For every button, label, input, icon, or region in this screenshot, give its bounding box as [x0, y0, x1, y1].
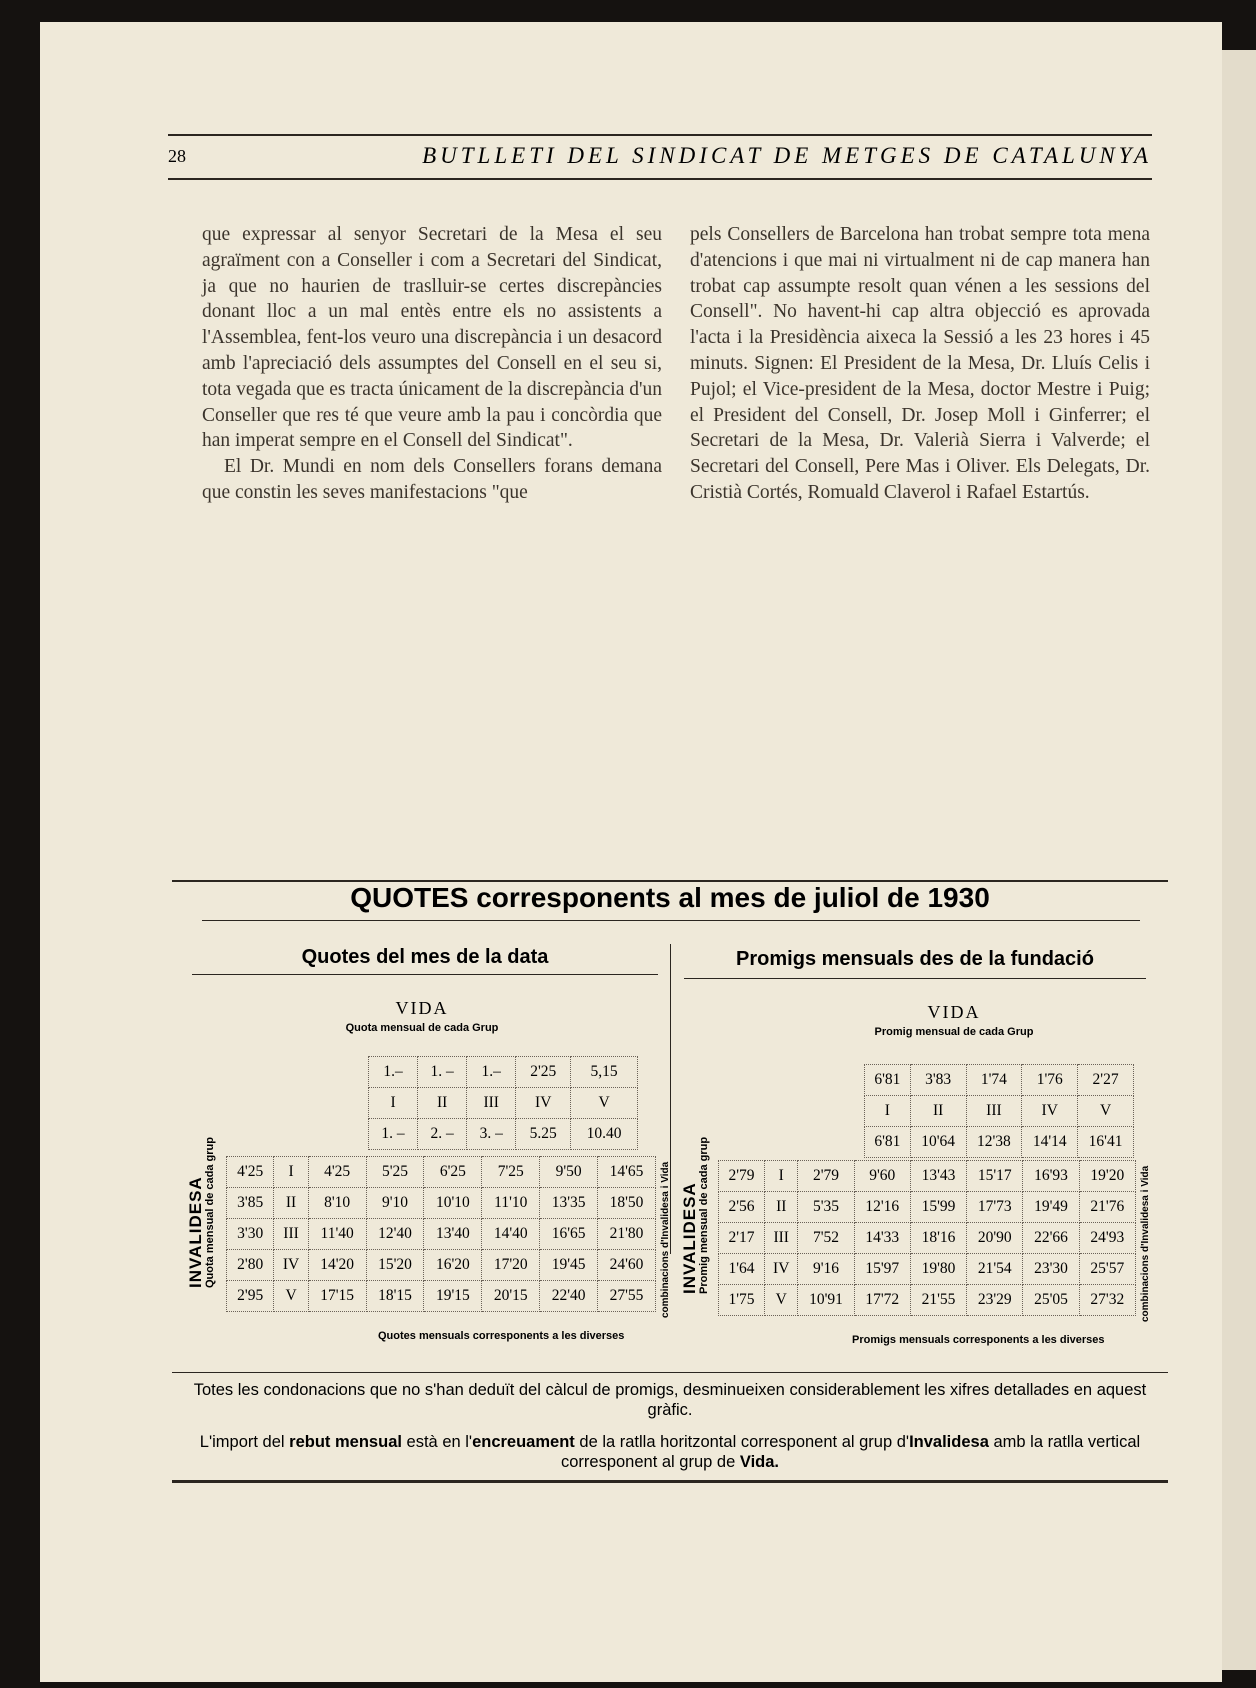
left-vida-table: [368, 1056, 638, 1150]
cell: 23'29: [967, 1285, 1023, 1316]
quotes-title: QUOTES corresponents al mes de juliol de 1930: [350, 882, 990, 913]
table-row: [227, 1188, 656, 1219]
group-label: III: [966, 1096, 1022, 1127]
table-row: [719, 1192, 1136, 1223]
right-vida-row-1: [865, 1065, 1134, 1096]
cell: 12'16: [854, 1192, 910, 1223]
inv-group: II: [765, 1192, 798, 1223]
cell: 1. –: [369, 1119, 418, 1150]
inv-group: I: [274, 1157, 308, 1188]
cell: 14'65: [598, 1157, 656, 1188]
cell: 19'15: [424, 1281, 482, 1312]
cell: 10.40: [571, 1119, 638, 1150]
group-label: II: [910, 1096, 966, 1127]
inv-value: 1'64: [719, 1254, 765, 1285]
right-bottom-label: Promigs mensuals corresponents a les diverses: [852, 1334, 1105, 1346]
left-main-table: [226, 1156, 656, 1312]
cell: 2'79: [798, 1161, 854, 1192]
cell: 17'72: [854, 1285, 910, 1316]
inv-group: III: [274, 1219, 308, 1250]
right-vida-sub: Promig mensual de cada Grup: [874, 1026, 1034, 1038]
left-column: [202, 222, 662, 506]
inv-value: 4'25: [227, 1157, 274, 1188]
cell: 16'41: [1078, 1127, 1134, 1158]
group-label: IV: [516, 1088, 571, 1119]
right-invalidesa-label: INVALIDESA: [680, 1182, 699, 1294]
cell: 12'38: [966, 1127, 1022, 1158]
cell: 14'33: [854, 1223, 910, 1254]
cell: 10'64: [910, 1127, 966, 1158]
page-edge: [1222, 50, 1256, 1670]
right-vida-label: VIDA: [927, 1002, 981, 1022]
header-rule-bottom: [168, 178, 1152, 180]
right-vida-row-3: [865, 1127, 1134, 1158]
table-row: [719, 1223, 1136, 1254]
left-heading-rule: [192, 974, 658, 975]
group-label: III: [467, 1088, 516, 1119]
cell: 2. –: [418, 1119, 467, 1150]
inv-group: V: [765, 1285, 798, 1316]
running-head: [168, 141, 1152, 171]
inv-group: V: [274, 1281, 308, 1312]
cell: 7'25: [482, 1157, 540, 1188]
right-heading-rule: [684, 978, 1146, 979]
table-row: [719, 1254, 1136, 1285]
cell: 20'15: [482, 1281, 540, 1312]
inv-value: 1'75: [719, 1285, 765, 1316]
cell: 5'25: [366, 1157, 424, 1188]
cell: 17'20: [482, 1250, 540, 1281]
left-vida-row-3: [369, 1119, 638, 1150]
quotes-rule-notes: [172, 1372, 1168, 1373]
right-column: [690, 222, 1150, 506]
left-invalidesa-label: INVALIDESA: [186, 1176, 205, 1288]
cell: 18'50: [598, 1188, 656, 1219]
right-invalidesa-sub: Promig mensual de cada grup: [698, 1136, 710, 1294]
inv-value: 2'79: [719, 1161, 765, 1192]
cell: 6'25: [424, 1157, 482, 1188]
cell: 24'60: [598, 1250, 656, 1281]
cell: 5'35: [798, 1192, 854, 1223]
right-main-table: [718, 1160, 1136, 1316]
cell: 6'81: [865, 1127, 911, 1158]
cell: 7'52: [798, 1223, 854, 1254]
cell: 4'25: [308, 1157, 366, 1188]
cell: 21'76: [1079, 1192, 1135, 1223]
inv-group: III: [765, 1223, 798, 1254]
cell: 16'93: [1023, 1161, 1079, 1192]
table-row: [227, 1281, 656, 1312]
left-invalidesa-sub: Quota mensual de cada grup: [204, 1137, 216, 1288]
table-row: [227, 1219, 656, 1250]
page-number: 28: [168, 145, 186, 166]
cell: 15'17: [967, 1161, 1023, 1192]
cell: 10'10: [424, 1188, 482, 1219]
cell: 12'40: [366, 1219, 424, 1250]
inv-value: 3'85: [227, 1188, 274, 1219]
group-label: II: [418, 1088, 467, 1119]
cell: 16'20: [424, 1250, 482, 1281]
note2-d: encreuament: [472, 1433, 575, 1451]
cell: 1'74: [966, 1065, 1022, 1096]
right-vida-groups: [865, 1096, 1134, 1127]
cell: 19'80: [910, 1254, 966, 1285]
cell: 20'90: [967, 1223, 1023, 1254]
right-paragraph-1: pels Consellers de Barcelona han trobat sempre tota mena d'atencions i que mai ni virtualment ni de cap manera han trobat cap assumpte resolt quan vénen a les sessions del Consell". No havent-hi cap altra objecció es aprovada l'acta i la Presidència aixeca la Sessió a les 23 hores i 45 minuts. Signen: El President de la Mesa, Dr. Lluís Celis i Pujol; el Vice-president de la Mesa, doctor Mestre i Puig; el President del Consell, Dr. Josep Moll i Ginferrer; el Secretari de la Mesa, Dr. Valerià Sierra i Valverde; el Secretari del Consell, Pere Mas i Oliver. Els Delegats, Dr. Cristià Cortés, Romuald Claverol i Rafael Estartús.: [690, 224, 1150, 503]
cell: 14'14: [1022, 1127, 1078, 1158]
note2-e: de la ratlla horitzontal corresponent al grup d': [579, 1433, 910, 1451]
cell: 8'10: [308, 1188, 366, 1219]
cell: 18'15: [366, 1281, 424, 1312]
inv-value: 2'80: [227, 1250, 274, 1281]
cell: 22'40: [540, 1281, 598, 1312]
group-label: IV: [1022, 1096, 1078, 1127]
inv-group: IV: [765, 1254, 798, 1285]
inv-group: II: [274, 1188, 308, 1219]
note-import: [192, 1432, 1148, 1472]
inv-value: 3'30: [227, 1219, 274, 1250]
cell: 5.25: [516, 1119, 571, 1150]
right-heading: Promigs mensuals des de la fundació: [736, 948, 1094, 970]
table-row: [719, 1285, 1136, 1316]
cell: 15'20: [366, 1250, 424, 1281]
table-row: [227, 1250, 656, 1281]
cell: 17'15: [308, 1281, 366, 1312]
cell: 13'35: [540, 1188, 598, 1219]
left-paragraph-1: que expressar al senyor Secretari de la Mesa el seu agraïment con a Conseller i com a Secretari del Sindicat, ja que no haurien de traslluir-se certes discrepàncies donant lloc a un mal entès entre els no assistents a l'Assemblea, fent-los veuro una discrepància i un desacord amb l'apreciació dels assumptes del Consell en el seu si, tota vegada que es tracta únicament de la discrepància d'un Conseller que res té que veure amb la pau i concòrdia que han imperat sempre en el Consell del Sindicat".: [202, 224, 662, 452]
cell: 9'50: [540, 1157, 598, 1188]
cell: 15'99: [910, 1192, 966, 1223]
cell: 21'80: [598, 1219, 656, 1250]
cell: 13'40: [424, 1219, 482, 1250]
inv-value: 2'56: [719, 1192, 765, 1223]
cell: 17'73: [967, 1192, 1023, 1223]
cell: 1.–: [369, 1057, 418, 1088]
note2-f: Invalidesa: [909, 1433, 989, 1451]
group-label: I: [369, 1088, 418, 1119]
left-paragraph-2: El Dr. Mundi en nom dels Consellers forans demana que constin les seves manifestacions "que: [202, 456, 662, 503]
cell: 2'25: [516, 1057, 571, 1088]
left-vida-row-1: [369, 1057, 638, 1088]
journal-title: BUTLLETI DEL SINDICAT DE METGES DE CATALUNYA: [422, 143, 1152, 168]
cell: 9'16: [798, 1254, 854, 1285]
left-heading: Quotes del mes de la data: [301, 946, 549, 968]
inv-group: IV: [274, 1250, 308, 1281]
group-label: I: [865, 1096, 911, 1127]
note2-c: està en l': [406, 1433, 473, 1451]
quotes-box: [172, 880, 1168, 1480]
cell: 13'43: [910, 1161, 966, 1192]
note2-g: amb la ratlla vertical corresponent al grup de: [560, 1433, 1141, 1471]
cell: 22'66: [1023, 1223, 1079, 1254]
cell: 14'20: [308, 1250, 366, 1281]
inv-value: 2'17: [719, 1223, 765, 1254]
cell: 21'54: [967, 1254, 1023, 1285]
quotes-rule-bottom: [172, 1480, 1168, 1483]
cell: 19'49: [1023, 1192, 1079, 1223]
cell: 14'40: [482, 1219, 540, 1250]
note2-a: L'import del: [199, 1433, 285, 1451]
cell: 25'05: [1023, 1285, 1079, 1316]
cell: 9'60: [854, 1161, 910, 1192]
cell: 19'20: [1079, 1161, 1135, 1192]
cell: 1. –: [418, 1057, 467, 1088]
quotes-rule-title: [202, 920, 1140, 921]
cell: 11'10: [482, 1188, 540, 1219]
cell: 18'16: [910, 1223, 966, 1254]
table-row: [719, 1161, 1136, 1192]
inv-group: I: [765, 1161, 798, 1192]
cell: 15'97: [854, 1254, 910, 1285]
left-vida-label: VIDA: [395, 998, 449, 1018]
cell: 6'81: [865, 1065, 911, 1096]
right-vida-table: [864, 1064, 1134, 1158]
group-label: V: [571, 1088, 638, 1119]
left-vida-groups: [369, 1088, 638, 1119]
cell: 5,15: [571, 1057, 638, 1088]
cell: 9'10: [366, 1188, 424, 1219]
cell: 16'65: [540, 1219, 598, 1250]
cell: 25'57: [1079, 1254, 1135, 1285]
note2-b: rebut mensual: [289, 1433, 402, 1451]
header-rule-top: [168, 134, 1152, 136]
note-condonacions: Totes les condonacions que no s'han deduït del càlcul de promigs, desminueixen considerablement les xifres detallades en aquest gràfic.: [193, 1381, 1147, 1419]
cell: 23'30: [1023, 1254, 1079, 1285]
cell: 21'55: [910, 1285, 966, 1316]
cell: 19'45: [540, 1250, 598, 1281]
cell: 1'76: [1022, 1065, 1078, 1096]
right-side-label: combinacions d'Invalidesa i Vida: [1140, 1165, 1151, 1322]
note2-h: Vida.: [739, 1453, 779, 1471]
cell: 3'83: [910, 1065, 966, 1096]
cell: 24'93: [1079, 1223, 1135, 1254]
cell: 1.–: [467, 1057, 516, 1088]
cell: 27'32: [1079, 1285, 1135, 1316]
left-side-label: combinacions d'Invalidesa i Vida: [660, 1161, 671, 1318]
left-bottom-label: Quotes mensuals corresponents a les diverses: [378, 1330, 625, 1342]
left-vida-sub: Quota mensual de cada Grup: [345, 1022, 499, 1034]
cell: 3. –: [467, 1119, 516, 1150]
cell: 2'27: [1078, 1065, 1134, 1096]
group-label: V: [1078, 1096, 1134, 1127]
table-row: [227, 1157, 656, 1188]
cell: 27'55: [598, 1281, 656, 1312]
inv-value: 2'95: [227, 1281, 274, 1312]
cell: 10'91: [798, 1285, 854, 1316]
cell: 11'40: [308, 1219, 366, 1250]
